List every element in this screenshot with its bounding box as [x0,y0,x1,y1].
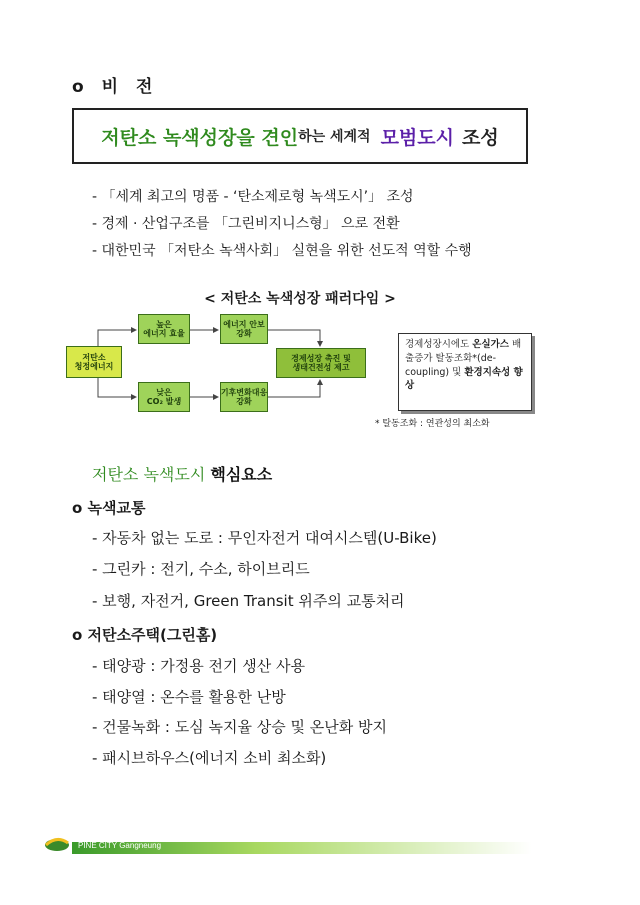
pine-city-logo-icon [44,833,70,855]
node-low-carbon-energy: 저탄소 청정에너지 [66,346,122,378]
side-bold: 온실가스 [472,339,509,350]
green-transport-heading: o 녹색교통 [72,499,146,517]
node-energy-security: 에너지 안보 강화 [220,314,268,344]
node-economic-growth: 경제성장 촉진 및 생태건전성 제고 [276,348,366,378]
list-item: - 태양광 : 가정용 전기 생산 사용 [92,657,305,675]
list-item: - 태양열 : 온수를 활용한 난방 [92,688,286,706]
vision-part-3: 모범도시 [380,126,454,149]
vision-bullet: - 경제 · 산업구조를 「그린비지니스형」 으로 전환 [92,216,400,232]
vision-part-1: 저탄소 녹색성장을 견인 [101,126,299,149]
vision-heading: o 비 전 [72,77,159,97]
list-item: - 보행, 자전거, Green Transit 위주의 교통처리 [92,592,405,610]
list-item: - 그린카 : 전기, 수소, 하이브리드 [92,560,310,578]
side-text: 경제성장시에도 [405,339,473,350]
green-home-heading: o 저탄소주택(그린홈) [72,626,218,644]
decoupling-note-box [398,333,532,411]
node-climate-response: 기후변화대응 강화 [220,382,268,412]
list-item: - 자동차 없는 도로 : 무인자전거 대여시스템(U-Bike) [92,529,437,547]
footer-text: PINE CITY Gangneung [78,841,162,850]
side-bold: 환경지속성 향상 [405,366,523,392]
core-title-black: 핵심요소 [210,465,273,484]
vision-bullet: - 「세계 최고의 명품 - ‘탄소제로형 녹색도시’」 조성 [92,189,414,205]
vision-part-2: 하는 세계적 [298,129,371,145]
core-elements-title [92,462,272,485]
core-title-green: 저탄소 녹색도시 [92,465,206,484]
node-low-co2: 낮은 CO₂ 발생 [138,382,190,412]
decoupling-footnote: * 탈동조화 : 연관성의 최소화 [375,419,490,429]
vision-part-4: 조성 [461,126,499,149]
list-item: - 패시브하우스(에너지 소비 최소화) [92,749,327,767]
list-item: - 건물녹화 : 도심 녹지율 상승 및 온난화 방지 [92,718,387,736]
vision-bullet: - 대한민국 「저탄소 녹색사회」 실현을 위한 선도적 역할 수행 [92,243,472,259]
node-energy-efficiency: 높은 에너지 효율 [138,314,190,344]
side-text: 배출증가 탈동조화*(de-coupling) 및 [405,339,522,378]
paradigm-title: < 저탄소 녹색성장 패러다임 > [204,291,396,307]
